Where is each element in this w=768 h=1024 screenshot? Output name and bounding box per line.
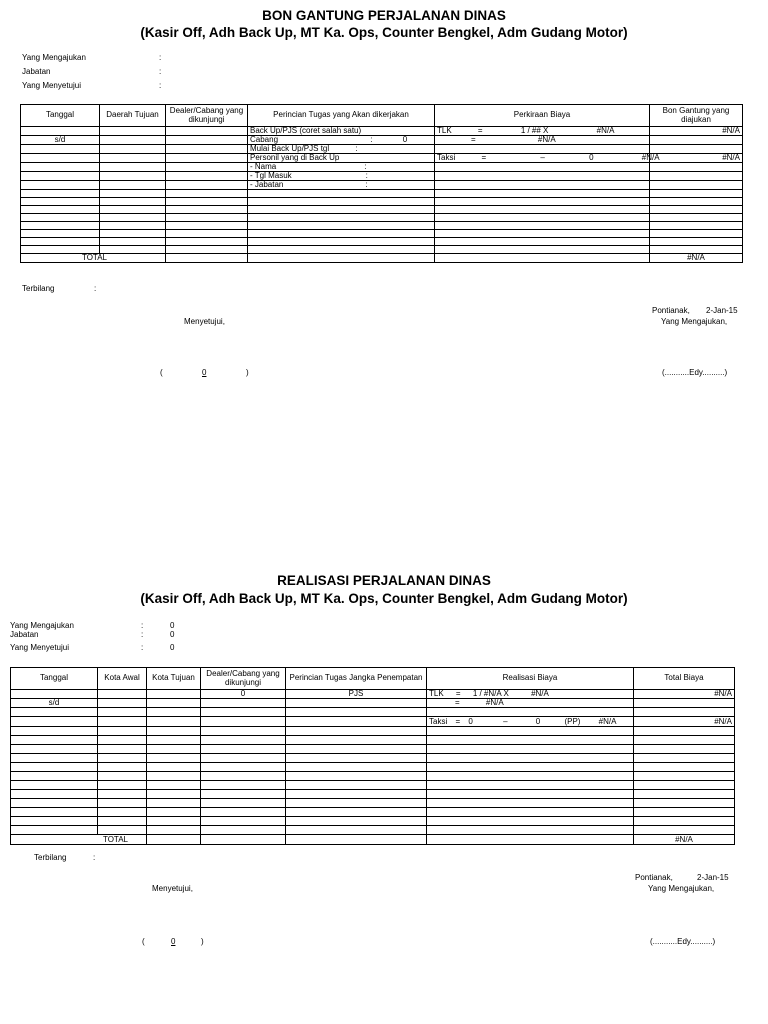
table-row bbox=[11, 763, 735, 772]
table-row: - Nama : bbox=[21, 163, 743, 172]
col-header: Perincian Tugas Jangka Penempatan bbox=[286, 668, 427, 690]
bon-terbilang-label: Terbilang bbox=[22, 284, 55, 293]
bon-field-sep: : bbox=[159, 53, 162, 62]
table-row: - Jabatan : bbox=[21, 181, 743, 190]
bon-yang-mengajukan: Yang Mengajukan, bbox=[661, 317, 728, 326]
realisasi-field-sep: : bbox=[141, 630, 144, 639]
realisasi-total-row bbox=[11, 835, 735, 845]
table-row: - Tgl Masuk : bbox=[21, 172, 743, 181]
realisasi-field-label: Yang Mengajukan bbox=[10, 621, 74, 630]
realisasi-date: 2-Jan-15 bbox=[697, 873, 729, 882]
col-header: Daerah Tujuan bbox=[100, 105, 166, 127]
table-row bbox=[21, 222, 743, 230]
table-row bbox=[21, 238, 743, 246]
bon-value: #N/A bbox=[650, 127, 743, 136]
col-header: Total Biaya bbox=[634, 668, 735, 690]
task-personil: Personil yang di Back Up bbox=[248, 154, 435, 163]
table-row bbox=[11, 736, 735, 745]
realisasi-place: Pontianak, bbox=[635, 873, 673, 882]
table-row bbox=[11, 826, 735, 835]
total-value: #N/A bbox=[634, 835, 735, 845]
table-row bbox=[21, 246, 743, 254]
table-row bbox=[11, 754, 735, 763]
bon-sign-left-open: ( bbox=[160, 368, 163, 377]
bon-table-header bbox=[21, 105, 743, 127]
realisasi-terbilang-label: Terbilang bbox=[34, 853, 67, 862]
realisasi-yang-mengajukan: Yang Mengajukan, bbox=[648, 884, 715, 893]
col-header: Dealer/Cabang yang dikunjungi bbox=[166, 105, 248, 127]
table-row bbox=[11, 799, 735, 808]
realisasi-sign-left-close: ) bbox=[201, 937, 204, 946]
table-row: s/d = #N/A bbox=[11, 699, 735, 708]
bon-table bbox=[20, 104, 743, 263]
realisasi-field-sep: : bbox=[141, 621, 144, 630]
table-row: s/d Cabang : 0 = #N/A bbox=[21, 136, 743, 145]
total-value: #N/A bbox=[650, 254, 743, 263]
bon-field-label: Yang Menyetujui bbox=[22, 81, 81, 90]
bon-title: BON GANTUNG PERJALANAN DINAS bbox=[262, 8, 506, 23]
table-row bbox=[11, 727, 735, 736]
col-header: Perincian Tugas yang Akan dikerjakan bbox=[248, 105, 435, 127]
table-row bbox=[11, 817, 735, 826]
bon-terbilang-sep: : bbox=[94, 284, 97, 293]
table-row: Taksi = 0 – 0 (PP) #N/A #N/A bbox=[11, 717, 735, 727]
table-row bbox=[11, 708, 735, 717]
col-header: Realisasi Biaya bbox=[427, 668, 634, 690]
table-row: Personil yang di Back Up Taksi = – 0 #N/A #N/A bbox=[21, 154, 743, 163]
total-biaya: #N/A bbox=[634, 690, 735, 699]
bon-field-label: Jabatan bbox=[22, 67, 51, 76]
realisasi-sign-right: (...........Edy..........) bbox=[650, 937, 716, 946]
table-row bbox=[21, 214, 743, 222]
table-row bbox=[11, 790, 735, 799]
table-row bbox=[11, 781, 735, 790]
table-row bbox=[11, 745, 735, 754]
bon-place: Pontianak, bbox=[652, 306, 690, 315]
table-row bbox=[21, 230, 743, 238]
col-header: Perkiraan Biaya bbox=[435, 105, 650, 127]
date-range: s/d bbox=[21, 136, 100, 145]
bon-field-sep: : bbox=[159, 67, 162, 76]
realisasi-subtitle: (Kasir Off, Adh Back Up, MT Ka. Ops, Counter Bengkel, Adm Gudang Motor) bbox=[140, 591, 628, 606]
realisasi-sign-left-open: ( bbox=[142, 937, 145, 946]
total-biaya: #N/A bbox=[634, 717, 735, 727]
col-header: Dealer/Cabang yang dikunjungi bbox=[201, 668, 286, 690]
bon-field-sep: : bbox=[159, 81, 162, 90]
realisasi-field-value: 0 bbox=[170, 643, 175, 652]
bon-menyetujui: Menyetujui, bbox=[184, 317, 225, 326]
total-label: TOTAL bbox=[21, 254, 166, 263]
col-header: Tanggal bbox=[21, 105, 100, 127]
bon-sign-right: (...........Edy..........) bbox=[662, 368, 728, 377]
bon-sign-left-close: ) bbox=[246, 368, 249, 377]
col-header: Kota Tujuan bbox=[147, 668, 201, 690]
realisasi-field-label: Yang Menyetujui bbox=[10, 643, 69, 652]
bon-field-label: Yang Mengajukan bbox=[22, 53, 86, 62]
realisasi-terbilang-sep: : bbox=[93, 853, 96, 862]
realisasi-field-label: Jabatan bbox=[10, 630, 39, 639]
realisasi-menyetujui: Menyetujui, bbox=[152, 884, 193, 893]
realisasi-title: REALISASI PERJALANAN DINAS bbox=[277, 573, 491, 588]
table-row bbox=[21, 198, 743, 206]
task-value: PJS bbox=[286, 690, 427, 699]
bon-subtitle: (Kasir Off, Adh Back Up, MT Ka. Ops, Counter Bengkel, Adm Gudang Motor) bbox=[140, 25, 628, 40]
table-row bbox=[11, 772, 735, 781]
realisasi-field-value: 0 bbox=[170, 621, 175, 630]
table-row bbox=[21, 190, 743, 198]
task-backup: Back Up/PJS (coret salah satu) bbox=[248, 127, 435, 136]
col-header: Kota Awal bbox=[98, 668, 147, 690]
bon-total-row bbox=[21, 254, 743, 263]
table-row: 0 PJS TLK = 1 / #N/A X #N/A #N/A bbox=[11, 690, 735, 699]
total-label: TOTAL bbox=[11, 835, 147, 845]
realisasi-sign-left-value: 0 bbox=[171, 937, 176, 946]
col-header: Bon Gantung yang diajukan bbox=[650, 105, 743, 127]
table-row bbox=[11, 808, 735, 817]
bon-sign-left-value: 0 bbox=[202, 368, 207, 377]
table-row: Mulai Back Up/PJS tgl : bbox=[21, 145, 743, 154]
dealer-value: 0 bbox=[201, 690, 286, 699]
realisasi-table-header bbox=[11, 668, 735, 690]
table-row: Back Up/PJS (coret salah satu) TLK = 1 / ## X #N/A #N/A bbox=[21, 127, 743, 136]
table-row bbox=[21, 206, 743, 214]
bon-value: #N/A bbox=[650, 154, 743, 163]
realisasi-field-sep: : bbox=[141, 643, 144, 652]
col-header: Tanggal bbox=[11, 668, 98, 690]
date-range: s/d bbox=[11, 699, 98, 708]
realisasi-field-value: 0 bbox=[170, 630, 175, 639]
realisasi-table bbox=[10, 667, 735, 845]
bon-date: 2-Jan-15 bbox=[706, 306, 738, 315]
